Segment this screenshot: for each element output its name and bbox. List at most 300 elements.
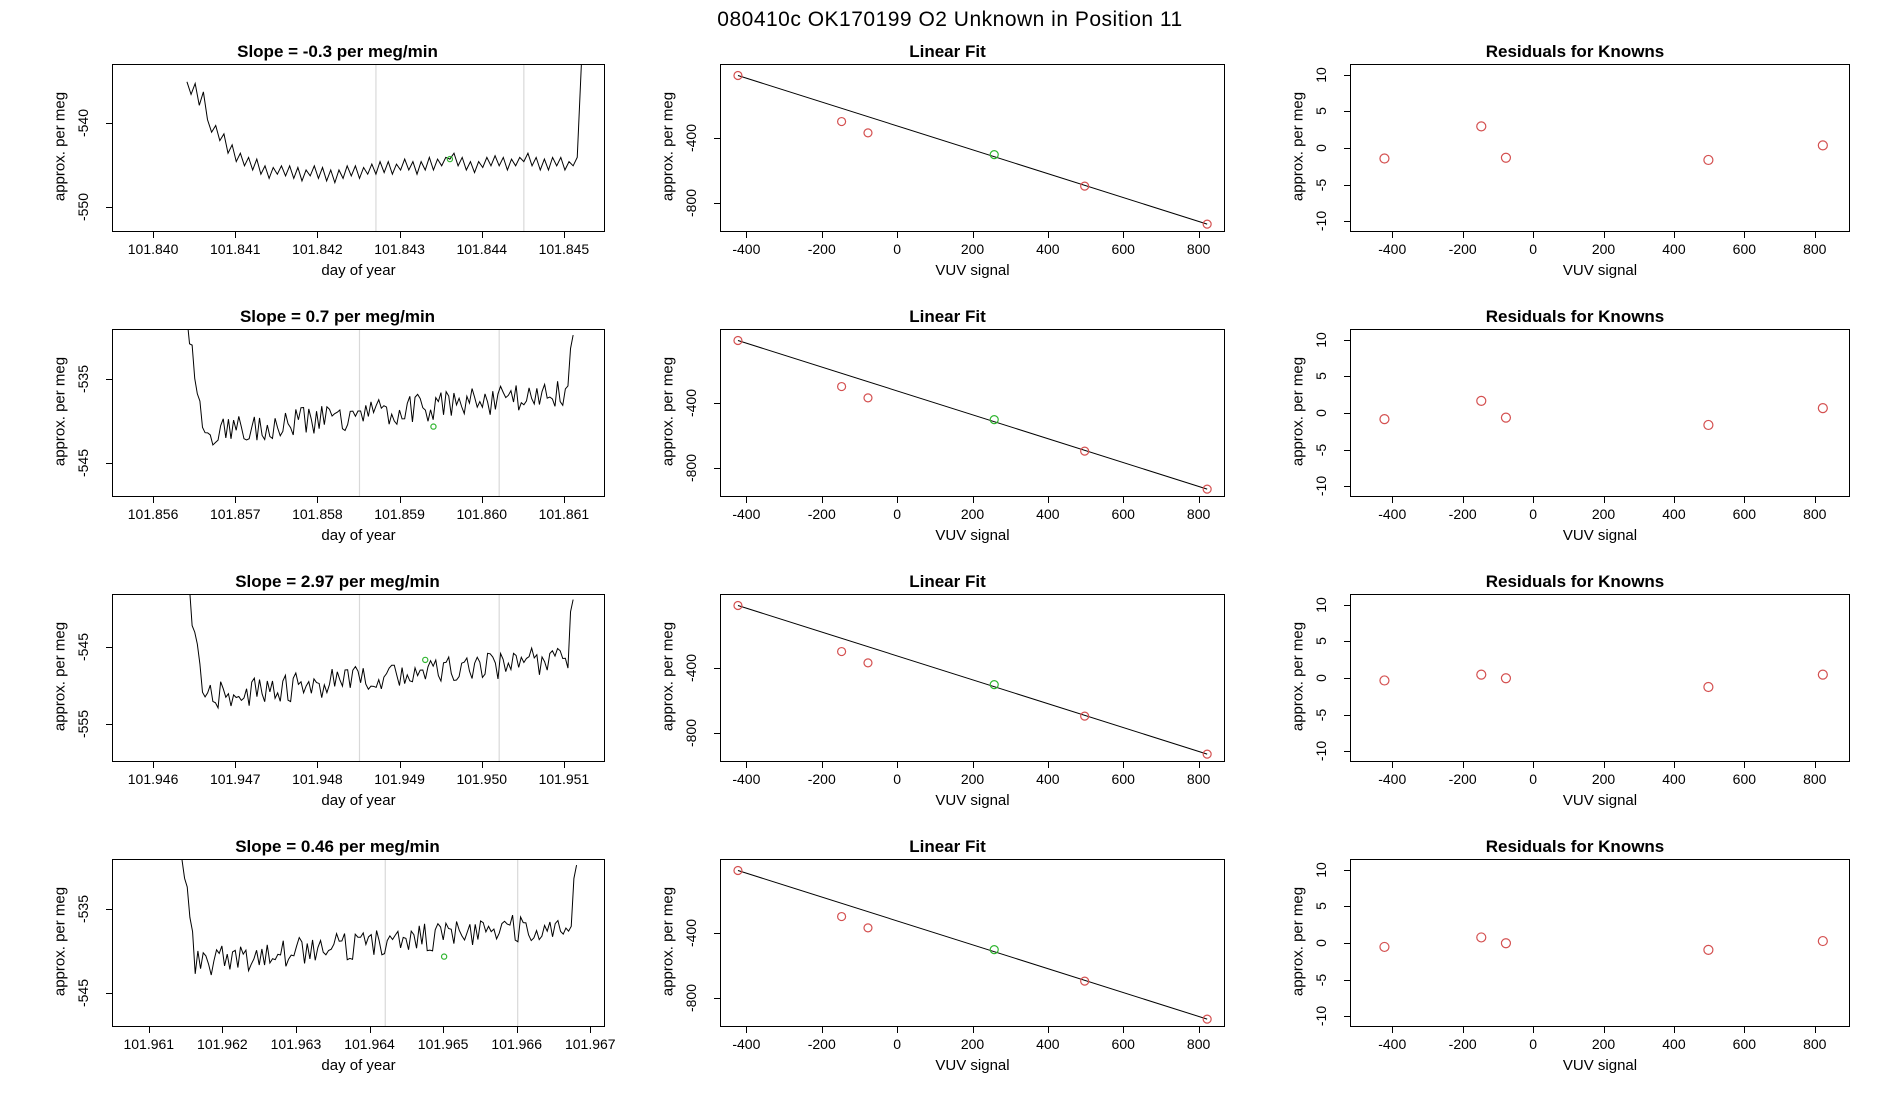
x-tick-mark <box>1392 1027 1393 1033</box>
y-tick-mark <box>1344 413 1350 414</box>
y-tick-label: -400 <box>683 124 699 153</box>
x-tick-mark <box>973 1027 974 1033</box>
x-tick-label: 0 <box>1529 1036 1537 1052</box>
panel-title: Residuals for Knowns <box>1485 307 1665 326</box>
panel-residuals-row3 <box>1270 566 1880 831</box>
plot-area <box>1350 329 1850 497</box>
y-tick-label: 0 <box>1313 674 1329 682</box>
y-tick-mark <box>1344 376 1350 377</box>
x-tick-label: 101.963 <box>270 1036 322 1052</box>
x-tick-label: 101.844 <box>456 241 508 257</box>
y-tick-mark <box>106 463 112 464</box>
x-tick-label: 400 <box>1662 241 1686 257</box>
x-tick-label: 600 <box>1111 506 1135 522</box>
x-tick-mark <box>482 232 483 238</box>
plot-area <box>112 64 605 232</box>
x-tick-label: 101.966 <box>491 1036 542 1052</box>
x-tick-label: 800 <box>1186 1036 1211 1052</box>
x-tick-mark <box>1048 1027 1049 1033</box>
plot-area <box>112 329 605 497</box>
x-tick-mark <box>1123 1027 1124 1033</box>
y-tick-mark <box>106 207 112 208</box>
y-tick-label: -550 <box>75 192 91 221</box>
x-tick-label: 200 <box>960 771 985 787</box>
y-tick-label: 0 <box>1313 409 1329 417</box>
x-tick-mark <box>1674 497 1675 503</box>
plot-area <box>1350 859 1850 1027</box>
x-tick-label: 101.965 <box>417 1036 469 1052</box>
x-tick-mark <box>1744 762 1745 768</box>
y-tick-mark <box>106 647 112 648</box>
y-tick-label: -535 <box>75 895 91 924</box>
x-tick-label: 101.962 <box>197 1036 248 1052</box>
x-tick-mark <box>1604 232 1605 238</box>
x-tick-label: 200 <box>960 241 985 257</box>
x-tick-label: -200 <box>1448 506 1477 522</box>
plot-area <box>112 859 605 1027</box>
x-tick-label: 101.842 <box>292 241 343 257</box>
x-tick-label: 800 <box>1803 771 1827 787</box>
y-tick-mark <box>1344 111 1350 112</box>
panel-timeseries-row2 <box>40 301 635 566</box>
x-tick-mark <box>1815 232 1816 238</box>
panel-timeseries-row3 <box>40 566 635 831</box>
x-tick-mark <box>317 762 318 768</box>
y-tick-mark <box>714 468 720 469</box>
x-tick-mark <box>822 497 823 503</box>
x-tick-label: 400 <box>1662 771 1686 787</box>
x-tick-label: -200 <box>807 506 836 522</box>
x-tick-label: 0 <box>1529 506 1537 522</box>
y-tick-label: 10 <box>1313 597 1329 613</box>
x-tick-mark <box>897 232 898 238</box>
x-tick-mark <box>317 497 318 503</box>
y-tick-label: -5 <box>1313 443 1329 456</box>
y-tick-label: -800 <box>683 453 699 482</box>
y-tick-mark <box>106 379 112 380</box>
x-tick-label: 400 <box>1036 506 1060 522</box>
x-tick-label: 101.860 <box>456 506 508 522</box>
x-tick-label: -400 <box>732 771 761 787</box>
x-axis-label: VUV signal <box>935 527 1010 544</box>
x-tick-label: 101.861 <box>538 506 590 522</box>
x-tick-label: -200 <box>807 771 836 787</box>
x-tick-mark <box>1199 497 1200 503</box>
y-tick-label: -10 <box>1313 475 1329 497</box>
x-tick-mark <box>153 762 154 768</box>
x-tick-label: 101.857 <box>209 506 261 522</box>
x-tick-label: 200 <box>1591 1036 1616 1052</box>
y-axis-label: approx. per meg <box>1289 886 1307 997</box>
x-tick-label: 400 <box>1662 1036 1686 1052</box>
y-tick-label: -400 <box>683 919 699 948</box>
x-tick-mark <box>317 232 318 238</box>
y-tick-label: 10 <box>1313 67 1329 83</box>
x-tick-label: -400 <box>1378 771 1407 787</box>
x-tick-label: 101.948 <box>292 771 343 787</box>
x-tick-label: -400 <box>1378 1036 1407 1052</box>
x-tick-mark <box>1392 762 1393 768</box>
x-tick-label: 101.946 <box>127 771 179 787</box>
panel-residuals-row2 <box>1270 301 1880 566</box>
x-tick-label: 600 <box>1111 771 1135 787</box>
x-tick-mark <box>897 762 898 768</box>
y-tick-label: -800 <box>683 718 699 747</box>
y-tick-label: -400 <box>683 389 699 418</box>
x-tick-mark <box>1815 762 1816 768</box>
x-tick-mark <box>1199 232 1200 238</box>
panel-title: Slope = -0.3 per meg/min <box>237 42 438 61</box>
x-axis-label: day of year <box>321 792 396 809</box>
y-tick-mark <box>1344 340 1350 341</box>
panel-residuals-row1 <box>1270 36 1880 301</box>
y-tick-label: -10 <box>1313 1005 1329 1027</box>
x-tick-mark <box>822 1027 823 1033</box>
y-axis-label: approx. per meg <box>1289 621 1307 732</box>
x-tick-label: 101.967 <box>564 1036 616 1052</box>
x-axis-label: VUV signal <box>1562 262 1638 279</box>
x-tick-mark <box>822 762 823 768</box>
x-tick-label: 200 <box>960 1036 985 1052</box>
x-tick-mark <box>296 1027 297 1033</box>
y-tick-mark <box>714 733 720 734</box>
x-tick-label: -400 <box>732 506 761 522</box>
x-tick-label: 101.859 <box>374 506 425 522</box>
x-tick-label: 101.947 <box>209 771 261 787</box>
y-tick-mark <box>1344 751 1350 752</box>
x-tick-mark <box>1604 497 1605 503</box>
panel-residuals-row4 <box>1270 831 1880 1096</box>
plot-area <box>720 859 1225 1027</box>
y-tick-label: -10 <box>1313 740 1329 762</box>
plot-graphics <box>721 860 1225 1027</box>
y-tick-label: -400 <box>683 654 699 683</box>
x-tick-label: 400 <box>1036 1036 1060 1052</box>
x-tick-mark <box>590 1027 591 1033</box>
y-tick-label: 5 <box>1313 107 1329 116</box>
x-tick-mark <box>1674 1027 1675 1033</box>
plot-graphics <box>113 860 605 1027</box>
x-tick-mark <box>400 232 401 238</box>
x-tick-label: -200 <box>1448 241 1477 257</box>
panel-linear-fit-row4 <box>640 831 1255 1096</box>
x-tick-label: 101.845 <box>538 241 590 257</box>
y-tick-label: 5 <box>1313 372 1329 381</box>
x-tick-label: 800 <box>1803 506 1827 522</box>
y-tick-mark <box>1344 75 1350 76</box>
x-tick-mark <box>897 1027 898 1033</box>
y-tick-mark <box>1344 715 1350 716</box>
panel-title: Slope = 2.97 per meg/min <box>235 572 440 591</box>
x-tick-mark <box>153 232 154 238</box>
x-tick-mark <box>822 232 823 238</box>
x-tick-label: 200 <box>1591 506 1616 522</box>
y-tick-label: -545 <box>75 633 91 662</box>
y-axis-label: approx. per meg <box>659 621 677 732</box>
plot-graphics <box>721 330 1225 497</box>
x-tick-label: 0 <box>1529 241 1537 257</box>
x-tick-mark <box>746 762 747 768</box>
x-tick-mark <box>1123 497 1124 503</box>
x-tick-label: 400 <box>1036 771 1060 787</box>
y-axis-label: approx. per meg <box>659 356 677 467</box>
y-tick-mark <box>1344 678 1350 679</box>
plot-graphics <box>721 65 1225 232</box>
x-tick-mark <box>1533 1027 1534 1033</box>
panel-linear-fit-row1 <box>640 36 1255 301</box>
y-tick-label: 0 <box>1313 144 1329 152</box>
x-tick-mark <box>1463 762 1464 768</box>
panel-linear-fit-row2 <box>640 301 1255 566</box>
panel-title: Slope = 0.46 per meg/min <box>235 837 440 856</box>
panel-grid <box>0 36 1900 1096</box>
x-tick-mark <box>973 232 974 238</box>
x-axis-label: day of year <box>321 262 396 279</box>
x-tick-label: -200 <box>1448 771 1477 787</box>
y-tick-mark <box>1344 906 1350 907</box>
x-axis-label: VUV signal <box>935 1057 1010 1074</box>
plot-graphics <box>113 330 605 497</box>
y-tick-label: -5 <box>1313 178 1329 191</box>
x-tick-mark <box>746 1027 747 1033</box>
x-tick-label: 600 <box>1111 1036 1135 1052</box>
x-tick-mark <box>1744 232 1745 238</box>
x-tick-mark <box>1744 497 1745 503</box>
x-tick-mark <box>1123 762 1124 768</box>
x-axis-label: VUV signal <box>1562 1057 1638 1074</box>
x-tick-label: -200 <box>1448 1036 1477 1052</box>
y-tick-label: -545 <box>75 979 91 1008</box>
y-tick-mark <box>106 724 112 725</box>
x-tick-label: 800 <box>1186 241 1211 257</box>
y-tick-mark <box>1344 980 1350 981</box>
x-tick-mark <box>1533 497 1534 503</box>
y-tick-mark <box>714 998 720 999</box>
plot-graphics <box>721 595 1225 762</box>
y-tick-mark <box>1344 1016 1350 1017</box>
y-tick-label: -540 <box>75 108 91 137</box>
x-axis-label: VUV signal <box>935 262 1010 279</box>
y-axis-label: approx. per meg <box>659 91 677 202</box>
x-tick-mark <box>1463 232 1464 238</box>
x-tick-label: 200 <box>1591 771 1616 787</box>
y-tick-label: -5 <box>1313 973 1329 986</box>
plot-graphics <box>1351 65 1850 232</box>
x-tick-mark <box>235 232 236 238</box>
x-tick-label: 800 <box>1803 1036 1827 1052</box>
y-tick-mark <box>1344 148 1350 149</box>
y-tick-mark <box>1344 221 1350 222</box>
x-tick-mark <box>973 497 974 503</box>
x-tick-mark <box>1744 1027 1745 1033</box>
plot-graphics <box>113 65 605 232</box>
plot-area <box>720 329 1225 497</box>
x-tick-label: 800 <box>1186 506 1211 522</box>
x-tick-label: 600 <box>1732 771 1757 787</box>
x-tick-label: 101.843 <box>374 241 425 257</box>
x-axis-label: VUV signal <box>1562 527 1638 544</box>
y-tick-mark <box>714 933 720 934</box>
x-tick-mark <box>149 1027 150 1033</box>
x-tick-mark <box>235 497 236 503</box>
y-tick-label: -555 <box>75 709 91 738</box>
x-tick-mark <box>973 762 974 768</box>
y-tick-mark <box>106 123 112 124</box>
panel-linear-fit-row3 <box>640 566 1255 831</box>
x-tick-mark <box>1048 762 1049 768</box>
y-tick-mark <box>1344 943 1350 944</box>
plot-graphics <box>113 595 605 762</box>
x-tick-mark <box>746 232 747 238</box>
y-tick-label: 10 <box>1313 332 1329 348</box>
x-tick-mark <box>564 762 565 768</box>
x-tick-label: 200 <box>1591 241 1616 257</box>
x-tick-mark <box>482 497 483 503</box>
y-axis-label: approx. per meg <box>51 621 69 732</box>
panel-title: Residuals for Knowns <box>1485 837 1665 856</box>
y-tick-label: 5 <box>1313 902 1329 911</box>
x-tick-label: 101.858 <box>292 506 343 522</box>
x-tick-mark <box>400 762 401 768</box>
x-tick-mark <box>1533 762 1534 768</box>
x-tick-mark <box>1815 1027 1816 1033</box>
y-tick-label: 10 <box>1313 862 1329 878</box>
plot-area <box>1350 64 1850 232</box>
x-tick-mark <box>1815 497 1816 503</box>
x-tick-label: 101.961 <box>123 1036 175 1052</box>
x-tick-label: 400 <box>1662 506 1686 522</box>
y-tick-mark <box>714 668 720 669</box>
x-tick-label: -400 <box>1378 241 1407 257</box>
x-tick-label: 600 <box>1111 241 1135 257</box>
y-tick-mark <box>714 403 720 404</box>
y-tick-label: -800 <box>683 188 699 217</box>
x-tick-label: 101.856 <box>127 506 179 522</box>
x-tick-label: 101.840 <box>127 241 179 257</box>
x-axis-label: day of year <box>321 1057 396 1074</box>
panel-title: Linear Fit <box>909 572 986 591</box>
x-tick-label: -400 <box>732 241 761 257</box>
y-tick-label: -535 <box>75 365 91 394</box>
x-tick-mark <box>1392 232 1393 238</box>
x-tick-label: 800 <box>1803 241 1827 257</box>
x-tick-mark <box>235 762 236 768</box>
plot-area <box>720 64 1225 232</box>
y-tick-label: -10 <box>1313 210 1329 232</box>
x-tick-mark <box>222 1027 223 1033</box>
y-tick-mark <box>106 993 112 994</box>
x-tick-label: -400 <box>1378 506 1407 522</box>
x-axis-label: VUV signal <box>1562 792 1638 809</box>
panel-title: Linear Fit <box>909 307 986 326</box>
x-tick-label: 600 <box>1732 1036 1757 1052</box>
x-tick-mark <box>1123 232 1124 238</box>
y-tick-mark <box>714 138 720 139</box>
x-tick-label: 0 <box>893 506 902 522</box>
y-tick-mark <box>1344 185 1350 186</box>
y-tick-mark <box>106 909 112 910</box>
panel-timeseries-row1 <box>40 36 635 301</box>
panel-title: Residuals for Knowns <box>1485 572 1665 591</box>
x-tick-mark <box>1048 497 1049 503</box>
x-tick-label: 101.951 <box>538 771 590 787</box>
panel-title: Linear Fit <box>909 42 986 61</box>
panel-title: Slope = 0.7 per meg/min <box>239 307 436 326</box>
x-tick-label: -400 <box>732 1036 761 1052</box>
x-tick-mark <box>1463 1027 1464 1033</box>
x-tick-mark <box>517 1027 518 1033</box>
y-tick-label: 0 <box>1313 939 1329 947</box>
panel-title: Residuals for Knowns <box>1485 42 1665 61</box>
x-tick-label: 0 <box>893 1036 902 1052</box>
y-axis-label: approx. per meg <box>51 356 69 467</box>
x-tick-label: -200 <box>807 241 836 257</box>
x-tick-mark <box>1048 232 1049 238</box>
x-tick-mark <box>1463 497 1464 503</box>
y-tick-mark <box>1344 486 1350 487</box>
plot-graphics <box>1351 330 1850 497</box>
x-tick-label: 101.949 <box>374 771 425 787</box>
y-axis-label: approx. per meg <box>1289 91 1307 202</box>
y-tick-mark <box>1344 641 1350 642</box>
x-tick-mark <box>400 497 401 503</box>
x-tick-label: 101.950 <box>456 771 508 787</box>
x-tick-label: 200 <box>960 506 985 522</box>
plot-area <box>720 594 1225 762</box>
x-tick-mark <box>1674 762 1675 768</box>
x-tick-label: 101.964 <box>344 1036 395 1052</box>
y-tick-label: 5 <box>1313 637 1329 646</box>
x-tick-label: 600 <box>1732 241 1757 257</box>
x-tick-label: 0 <box>1529 771 1537 787</box>
y-axis-label: approx. per meg <box>659 886 677 997</box>
plot-graphics <box>1351 860 1850 1027</box>
x-tick-mark <box>1604 1027 1605 1033</box>
panel-title: Linear Fit <box>909 837 986 856</box>
x-tick-mark <box>1199 1027 1200 1033</box>
y-tick-mark <box>1344 450 1350 451</box>
x-tick-mark <box>897 497 898 503</box>
x-tick-mark <box>1533 232 1534 238</box>
y-axis-label: approx. per meg <box>1289 356 1307 467</box>
x-axis-label: VUV signal <box>935 792 1010 809</box>
x-tick-mark <box>1674 232 1675 238</box>
y-axis-label: approx. per meg <box>51 91 69 202</box>
x-tick-mark <box>746 497 747 503</box>
x-tick-label: 400 <box>1036 241 1060 257</box>
y-tick-label: -800 <box>683 983 699 1012</box>
plot-graphics <box>1351 595 1850 762</box>
x-tick-mark <box>370 1027 371 1033</box>
y-tick-mark <box>1344 870 1350 871</box>
y-tick-label: -545 <box>75 449 91 478</box>
x-tick-mark <box>443 1027 444 1033</box>
x-tick-mark <box>564 497 565 503</box>
y-tick-mark <box>714 203 720 204</box>
x-tick-mark <box>1392 497 1393 503</box>
y-axis-label: approx. per meg <box>51 886 69 997</box>
x-tick-label: 101.841 <box>209 241 261 257</box>
page-title: 080410c OK170199 O2 Unknown in Position 11 <box>717 8 1183 31</box>
x-tick-mark <box>153 497 154 503</box>
x-tick-label: 600 <box>1732 506 1757 522</box>
x-axis-label: day of year <box>321 527 396 544</box>
x-tick-mark <box>482 762 483 768</box>
x-tick-label: 0 <box>893 241 902 257</box>
y-tick-label: -5 <box>1313 708 1329 721</box>
x-tick-mark <box>564 232 565 238</box>
x-tick-label: 0 <box>893 771 902 787</box>
